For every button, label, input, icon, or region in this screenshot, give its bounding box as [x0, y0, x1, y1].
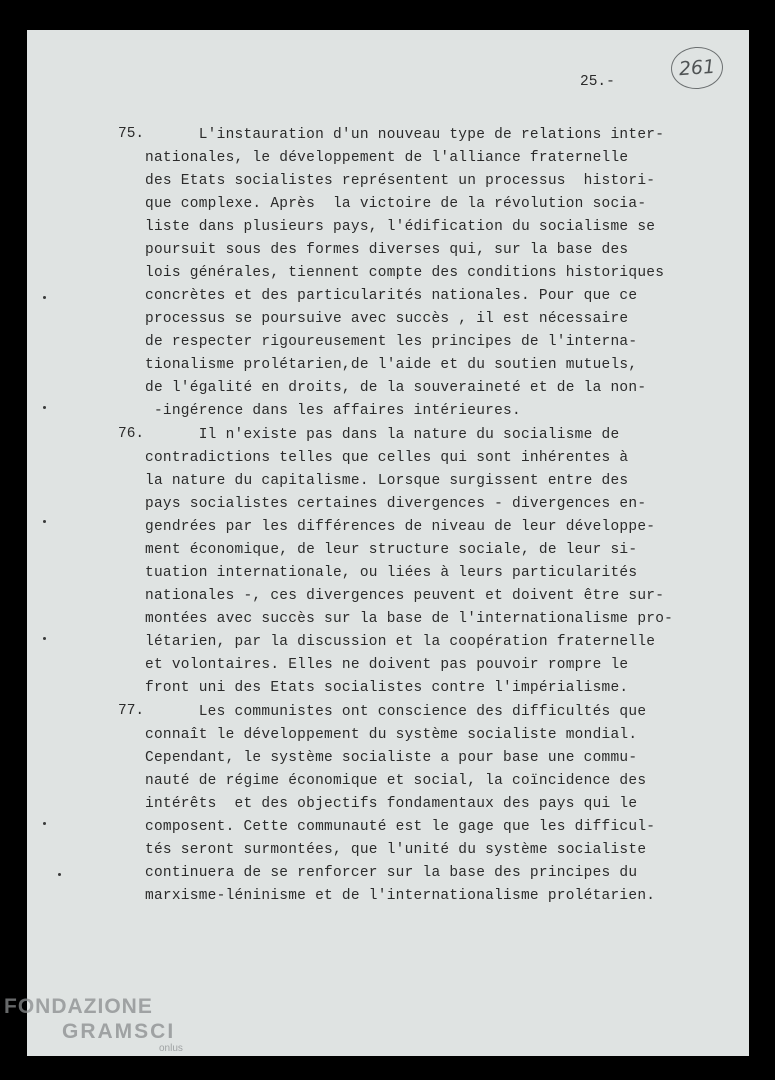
watermark-line-3: onlus — [159, 1043, 183, 1054]
paragraph-number-75: 75. — [118, 126, 145, 142]
margin-mark — [43, 637, 46, 640]
text-line: processus se poursuive avec succès , il est nécessaire — [145, 311, 629, 327]
text-line: tuation internationale, ou liées à leurs particularités — [145, 565, 638, 581]
paragraph-number-77: 77. — [118, 703, 145, 719]
text-line: tionalisme prolétarien,de l'aide et du soutien mutuels, — [145, 357, 638, 373]
text-line: intérêts et des objectifs fondamentaux des pays qui le — [145, 796, 638, 812]
text-line: Il n'existe pas dans la nature du socialisme de — [145, 427, 620, 443]
text-line: de l'égalité en droits, de la souveraineté et de la non- — [145, 380, 647, 396]
text-line: connaît le développement du système socialiste mondial. — [145, 727, 638, 743]
page-number: 25.- — [580, 74, 615, 90]
text-line: marxisme-léninisme et de l'internationalisme prolétarien. — [145, 888, 656, 904]
text-line: ment économique, de leur structure sociale, de leur si- — [145, 542, 638, 558]
text-line: gendrées par les différences de niveau de leur développe- — [145, 519, 656, 535]
text-line: contradictions telles que celles qui sont inhérentes à — [145, 450, 629, 466]
text-line: front uni des Etats socialistes contre l'impérialisme. — [145, 680, 629, 696]
paragraph-number-76: 76. — [118, 426, 145, 442]
text-line: létarien, par la discussion et la coopération fraternelle — [145, 634, 656, 650]
text-line: nationales -, ces divergences peuvent et doivent être sur- — [145, 588, 665, 604]
fondazione-gramsci-watermark — [4, 994, 183, 1054]
text-line: lois générales, tiennent compte des conditions historiques — [145, 265, 665, 281]
margin-mark — [43, 406, 46, 409]
margin-mark — [43, 822, 46, 825]
text-line: la nature du capitalisme. Lorsque surgissent entre des — [145, 473, 629, 489]
text-line: nauté de régime économique et social, la coïncidence des — [145, 773, 647, 789]
text-line: de respecter rigoureusement les principes de l'interna- — [145, 334, 638, 350]
watermark-line-1: FONDAZIONE — [4, 995, 153, 1018]
text-line: des Etats socialistes représentent un processus histori- — [145, 173, 656, 189]
text-line: tés seront surmontées, que l'unité du système socialiste — [145, 842, 647, 858]
watermark-line-2: GRAMSCI — [62, 1020, 176, 1043]
text-line: pays socialistes certaines divergences - divergences en- — [145, 496, 647, 512]
text-line: et volontaires. Elles ne doivent pas pouvoir rompre le — [145, 657, 629, 673]
text-line: composent. Cette communauté est le gage que les difficul- — [145, 819, 656, 835]
text-line: continuera de se renforcer sur la base des principes du — [145, 865, 638, 881]
text-line: que complexe. Après la victoire de la révolution socia- — [145, 196, 647, 212]
text-line: concrètes et des particularités nationales. Pour que ce — [145, 288, 638, 304]
archive-stamp: 261 — [670, 45, 725, 91]
text-line: Les communistes ont conscience des difficultés que — [145, 704, 647, 720]
text-line: liste dans plusieurs pays, l'édification du socialisme se — [145, 219, 656, 235]
margin-mark — [43, 296, 46, 299]
text-line: -ingérence dans les affaires intérieures. — [145, 403, 521, 419]
text-line: Cependant, le système socialiste a pour base une commu- — [145, 750, 638, 766]
margin-mark — [43, 520, 46, 523]
text-line: L'instauration d'un nouveau type de relations inter- — [145, 127, 665, 143]
text-line: montées avec succès sur la base de l'internationalisme pro- — [145, 611, 674, 627]
margin-mark — [58, 873, 61, 876]
text-line: poursuit sous des formes diverses qui, sur la base des — [145, 242, 629, 258]
text-line: nationales, le développement de l'alliance fraternelle — [145, 150, 629, 166]
